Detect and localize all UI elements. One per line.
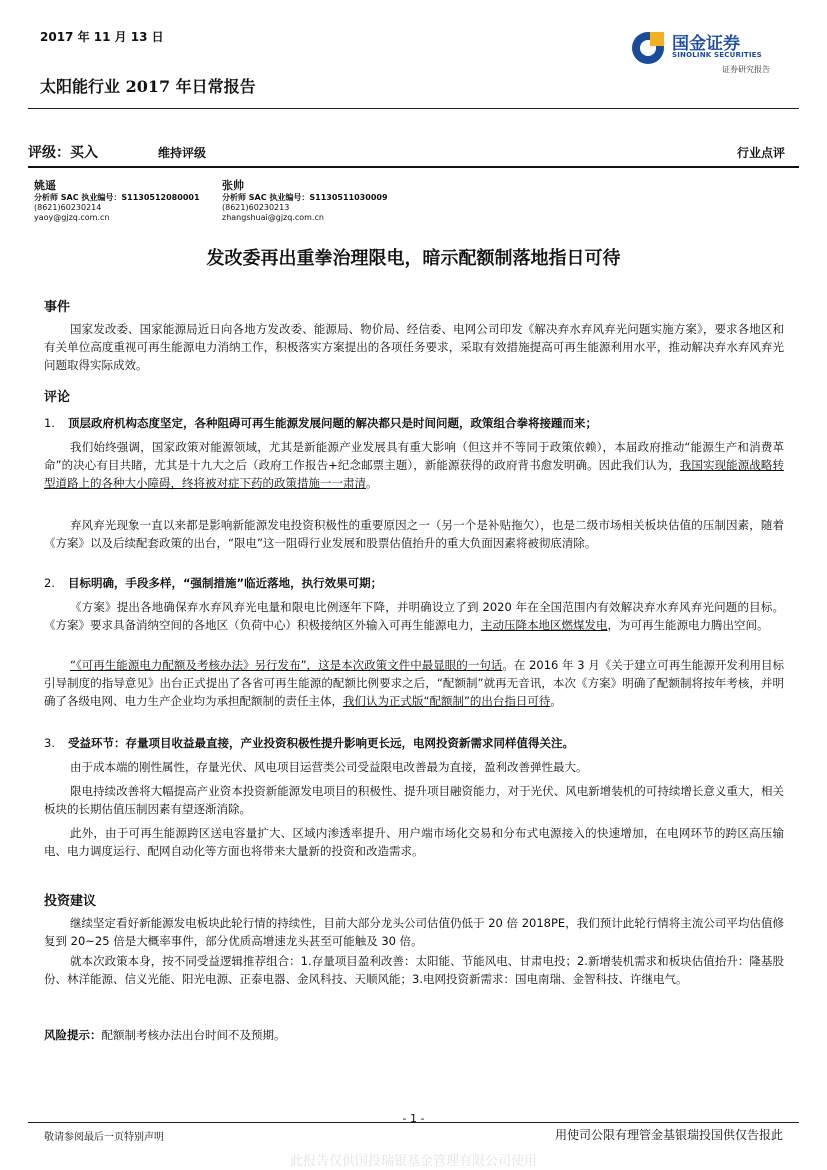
company-logo [630,26,790,76]
report-type: 行业点评 [736,146,785,160]
point-1-para-2: 弃风弃光现象一直以来都是影响新能源发电投资积极性的重要原因之一（另一个是补贴拖欠），也是二级市场相关板块估值的压制因素，随着《方案》以及后续配套政策的出台，“限电”这一阻碍行业发展和股票估值抬升的重大负面因素将被彻底清除。 [44,518,784,550]
risk-label: 风险提示： [44,1028,102,1042]
point-3-title [44,734,784,752]
section-event-heading: 事件 [44,300,71,315]
point-3-para-3: 此外，由于可再生能源跨区送电容量扩大、区域内渗透率提升、用户端市场化交易和分布式电源接入的快速增加，在电网环节的跨区高压输电、电力调度运行、配网自动化等方面也将带来大量新的投资和改造需求。 [44,826,784,858]
analyst-2 [222,178,422,223]
analyst-cert: 分析师 SAC 执业编号：S1130511030009 [222,193,388,202]
analyst-email: zhangshuai@gjzq.com.cn [222,213,324,222]
analyst-phone: (8621)60230213 [222,203,290,212]
point-3-para-1: 由于成本端的刚性属性，存量光伏、风电项目运营类公司受益限电改善最为直接，盈利改善弹性最大。 [70,760,588,774]
headline: 发改委再出重拳治理限电，暗示配额制落地指日可待 [206,248,621,269]
watermark: 此报告仅供国投瑞银基金管理有限公司使用 [289,1154,537,1169]
rating-rule [28,166,799,168]
point-1-title [44,414,784,432]
point-title: 受益环节：存量项目收益最直接，产业投资积极性提升影响更长远，电网投资新需求同样值得关注。 [68,736,574,750]
investment-para-2: 就本次政策本身，按不同受益逻辑推荐组合：1.存量项目盈利改善：太阳能、节能风电、甘肃电投；2.新增装机需求和板块估值抬升：隆基股份、林洋能源、信义光能、阳光电源、正泰电器、金风科技、天顺风能；3.电网投资新需求：国电南瑞、金智科技、许继电气。 [44,954,784,986]
point-1-para-1: 我们始终强调，国家政策对能源领域，尤其是新能源产业发展具有重大影响（但这并不等同于政策依赖），本届政府推动“能源生产和消费革命”的决心有目共睹，尤其是十九大之后（政府工作报告+纪念邮票主题），新能源获得的政府背书愈发明确。因此我们认为，我国实现能源战略转型道路上的各种大小障碍，终将被对症下药的政策措施一一肃清。 [44,440,785,490]
rating: 评级：买入 [28,145,98,161]
logo-mark-icon [630,30,666,66]
report-date: 2017 年 11 月 13 日 [40,30,164,44]
analyst-phone: (8621)60230214 [34,203,102,212]
point-number: 1. [44,416,55,430]
analyst-cert: 分析师 SAC 执业编号：S1130512080001 [34,193,200,202]
point-number: 3. [44,736,55,750]
point-3-para-2: 限电持续改善将大幅提高产业资本投资新能源发电项目的积极性、提升项目融资能力，对于光伏、风电新增装机的可持续增长意义重大，相关板块的长期估值压制因素有望逐渐消除。 [44,784,784,816]
point-number: 2. [44,576,55,590]
analyst-1 [34,178,224,223]
point-title: 目标明确，手段多样，“强制措施”临近落地，执行效果可期； [68,576,383,590]
section-investment-heading: 投资建议 [44,894,97,909]
point-2-para-1: 《方案》提出各地确保弃水弃风弃光电量和限电比例逐年下降，并明确设立了到 2020 年在全国范围内有效解决弃水弃风弃光问题的目标。《方案》要求具备消纳空间的各地区（负荷中心）积极接纳区外输入可再生能源电力，主动压降本地区燃煤发电，为可再生能源电力腾出空间。 [44,600,784,632]
analyst-email: yaoy@gjzq.com.cn [34,213,110,222]
footer-disclaimer-link[interactable]: 敬请参阅最后一页特别声明 [44,1132,164,1143]
report-title: 太阳能行业 2017 年日常报告 [40,77,256,96]
point-2-title [44,574,784,592]
point-2-para-2: “《可再生能源电力配额及考核办法》另行发布”，这是本次政策文件中最显眼的一句话。在 2016 年 3 月《关于建立可再生能源开发利用目标引导制度的指导意见》出台正式提出了各省可再生能源的配额比例要求之后，“配额制”就再无音讯，本次《方案》明确了配额制将按年考核，并明确了各级电网、电力生产企业均为承担配额制的责任主体，我们认为正式版“配额制”的出台指日可待。 [44,658,784,708]
logo-cn: 国金证券 [672,34,740,54]
logo-en: SINOLINK SECURITIES [672,51,762,59]
point-title: 顶层政府机构态度坚定，各种阻碍可再生能源发展问题的解决都只是时间问题，政策组合拳将接踵而来； [68,416,597,430]
risk-text: 配额制考核办法出台时间不及预期。 [101,1028,286,1042]
analyst-name: 张帅 [222,179,244,192]
logo-sub: 证券研究报告 [722,65,770,74]
event-text: 国家发改委、国家能源局近日向各地方发改委、能源局、物价局、经信委、电网公司印发《解决弃水弃风弃光问题实施方案》，要求各地区和有关单位高度重视可再生能源电力消纳工作，积极落实方案提出的各项任务要求，采取有效措施提高可再生能源利用水平，推动解决弃水弃风弃光问题取得实际成效。 [44,322,784,372]
footer-rule [28,1122,799,1123]
page-number: - 1 - [402,1112,425,1125]
analyst-name: 姚遥 [34,179,56,192]
investment-para-1: 继续坚定看好新能源发电板块此轮行情的持续性，目前大部分龙头公司估值仍低于 20 倍 2018PE，我们预计此轮行情将主流公司平均估值修复到 20~25 倍是大概率事件，部分优质高增速龙头甚至可能触及 30 倍。 [44,916,784,948]
section-comment-heading: 评论 [44,390,71,405]
footer-right-text: 用使司公限有理管金基银瑞投国供仅告报此 [554,1128,783,1142]
rating-note: 维持评级 [158,146,207,160]
risk-note [44,1026,784,1044]
header-rule [28,108,799,109]
